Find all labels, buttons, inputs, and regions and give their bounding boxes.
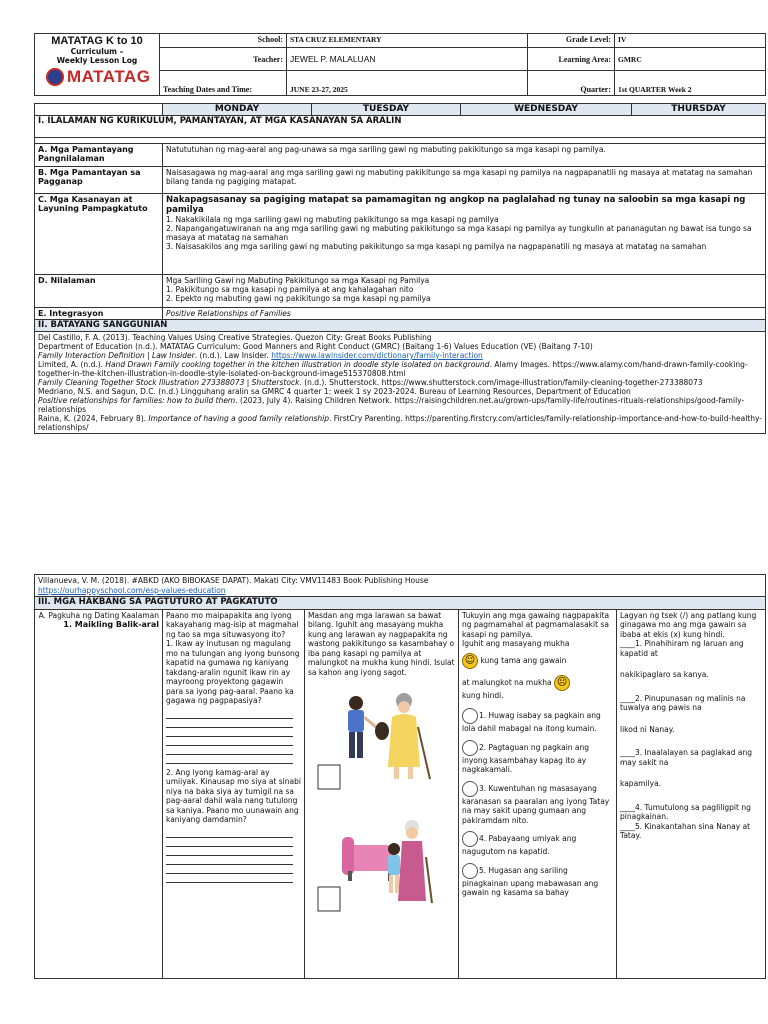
sad-face-icon: ☹ — [554, 675, 570, 691]
page-2-refs — [35, 575, 766, 597]
wednesday-happy-row — [462, 653, 613, 669]
deped-seal-icon — [46, 68, 64, 86]
ref-7 — [38, 396, 762, 414]
child-helping-grandma-illustration — [348, 693, 430, 779]
row-c-label: C. Mga Kasanayan at Layuning Pampagkatuto — [35, 194, 163, 275]
row-d-content — [163, 275, 766, 308]
day-tuesday: TUESDAY — [312, 104, 461, 116]
wednesday-activity — [459, 609, 617, 978]
thursday-item-1[interactable]: ____1. Pinahihiram ng laruan ang kapatid at — [620, 639, 744, 658]
monday-q2: 2. Ang iyong kamag-aral ay umiiyak. Kinausap mo siya at sinabi niya na baka siya ay tumigil na sa pag-aaral dahil wala nang tutulong sa kaniya. Paano mo uunawain ang kaniyang damdamin? — [166, 767, 301, 824]
school-value: STA CRUZ ELEMENTARY — [287, 34, 528, 48]
wednesday-instr-1: Iguhit ang masayang mukha — [462, 639, 570, 648]
wednesday-instr-4: kung hindi. — [462, 690, 504, 700]
wednesday-item-4-text: 4. Pabayaang umiyak ang nagugutom na kapatid. — [462, 834, 577, 856]
step-a-label: A. Pagkuha ng Dating Kaalaman — [38, 610, 159, 620]
brand-sub2: Weekly Lesson Log — [56, 56, 138, 65]
ref-5-title: Family Cleaning Together Stock Illustration 273388073 | Shutterstock — [38, 378, 300, 387]
area-label: Learning Area: — [528, 48, 615, 71]
area-value: GMRC — [615, 48, 766, 71]
thursday-item-5[interactable]: ____5. Kinakantahan sina Nanay at Tatay. — [620, 821, 751, 840]
ref-6: Medriano, N.S. and Sagun, D.C. (n.d.) Lingguhang aralin sa GMRC 4 quarter 1: week 1 sy 2023-2024. Bureau of Learning Resources, Department of Education — [38, 387, 631, 396]
monday-answer-lines-2[interactable] — [166, 829, 301, 883]
row-b-label: B. Mga Pamantayan sa Pagganap — [35, 167, 163, 194]
wednesday-instr-2: kung tama ang gawain — [480, 655, 567, 665]
dates-value: JUNE 23-27, 2025 — [287, 71, 528, 96]
ref-8-author: Raina, K. (2024, February 8). — [38, 414, 149, 423]
ref-4-title: Hand Drawn Family cooking together in the kitchen illustration in doodle style isolated on background — [105, 360, 490, 369]
ref-4 — [38, 360, 762, 378]
section-3-heading: III. MGA HAKBANG SA PAGTUTURO AT PAGKATUTO — [35, 597, 766, 610]
thursday-intro: Lagyan ng tsek (/) ang patlang kung ginagawa mo ang mga gawain sa ibaba at ekis (x) kung hindi. — [620, 610, 757, 639]
row-c-item-1: 1. Nakakikilala ng mga sariling gawi ng mabuting pakikitungo sa mga kasapi ng pamilya — [166, 215, 499, 224]
wednesday-item-5 — [462, 863, 613, 898]
step-b-label: 1. Maikling Balik-aral — [63, 620, 159, 629]
wednesday-sad-row — [462, 675, 613, 691]
school-label: School: — [160, 34, 287, 48]
answer-box-1 — [318, 765, 340, 789]
happy-face-icon: ☺ — [462, 653, 478, 669]
curriculum-table — [34, 103, 766, 434]
brand-cell — [35, 34, 160, 96]
wednesday-item-4 — [462, 831, 613, 857]
thursday-item-4[interactable]: ____4. Tumutulong sa pagliligpit ng pinagkainan. — [620, 802, 751, 821]
thursday-item-3-cont: kapamilya. — [620, 779, 662, 788]
day-monday: MONDAY — [163, 104, 312, 116]
row-d-item-2: 2. Epekto ng mabuting gawi ng pakikitungo sa mga kasapi ng pamilya — [166, 294, 431, 303]
ref-7-title: Positive relationships for families: how to build them — [38, 396, 236, 405]
answer-circle-icon[interactable] — [462, 781, 478, 797]
tuesday-instructions: Masdan ang mga larawan sa bawat bilang. Iguhit ang masayang mukha kung ang larawan ay nagpapakita ng wastong pakikitungo sa kasambahay o iba pang kasapi ng pamilya at malungkot na mukha kung hindi. Isulat sa kahon ang iyong sagot. — [308, 610, 455, 677]
header-table — [34, 33, 766, 96]
row-d-title: Mga Sariling Gawi ng Mabuting Pakikitungo sa mga Kasapi ng Pamilya — [166, 276, 430, 285]
row-c-bold: Nakapagsasanay sa pagiging matapat sa pamamagitan ng angkop na paglalahad ng tunay na saloobin sa mga kasapi ng pamilya — [166, 195, 746, 215]
ref-2: Department of Education (n.d.). MATATAG Curriculum: Good Manners and Right Conduct (GMRC) (Baitang 1-6) Values Education (VE) (Baitang 7-10) — [38, 342, 593, 351]
ref-8 — [38, 414, 762, 432]
wednesday-intro: Tukuyin ang mga gawaing nagpapakita ng pagmamahal at pagmamalasakit sa kasapi ng pamilya. — [462, 610, 610, 639]
thursday-item-1-cont: nakikipaglaro sa kanya. — [620, 670, 709, 679]
wednesday-instr-3: at malungkot na mukha — [462, 677, 552, 687]
section-1-heading: I. ILALAMAN NG KURIKULUM, PAMANTAYAN, AT MGA KASANAYAN SA ARALIN — [35, 116, 766, 138]
ref-3-source: . (n.d.). Law Insider. — [194, 351, 272, 360]
blank-corner — [35, 104, 163, 116]
answer-circle-icon[interactable] — [462, 708, 478, 724]
quarter-label: Quarter: — [528, 71, 615, 96]
thursday-item-2-cont: likod ni Nanay. — [620, 724, 675, 734]
tuesday-activity — [305, 609, 459, 978]
teacher-label: Teacher: — [160, 48, 287, 71]
row-e-label: E. Integrasyon — [35, 308, 163, 320]
grade-label: Grade Level: — [528, 34, 615, 48]
thursday-item-2[interactable]: ____2. Pinupunasan ng malinis na tuwalya ang pawis na — [620, 693, 746, 712]
row-c-item-3: 3. Naisasakilos ang mga sariling gawi ng mabuting pakikitungo sa mga kasapi ng pamilya na nagpapanatili ng masaya at matatag na samahan — [166, 242, 707, 251]
wednesday-item-3 — [462, 781, 613, 826]
matatag-logo — [38, 67, 156, 87]
thursday-activity — [617, 609, 766, 978]
quarter-value: 1st QUARTER Week 2 — [615, 71, 766, 96]
wednesday-item-1 — [462, 708, 613, 734]
grandparent-chair-illustration — [342, 820, 432, 903]
ref-5 — [38, 378, 762, 387]
brand-title: MATATAG K to 10 — [51, 35, 143, 47]
ref-8-source: . FirstCry Parenting. https://parenting.firstcry.com/articles/family-relationship-importance-and-how-to-build-healthy-relationships/ — [38, 414, 762, 432]
monday-answer-lines-1[interactable] — [166, 710, 301, 764]
ref-5-source: . (n.d.). Shutterstock. https://www.shutterstock.com/image-illustration/family-cleaning-together-273388073 — [299, 378, 703, 387]
ref-7-source: . (2023, July 4). Raising Children Network. https://raisingchildren.net.au/grown-ups/family-life/routines-rituals-relationships/good-family-relationships — [38, 396, 745, 414]
grade-value: IV — [615, 34, 766, 48]
ref-3-link[interactable]: https://www.lawinsider.com/dictionary/family-interaction — [271, 351, 483, 360]
brand-sub1: Curriculum – — [70, 47, 124, 56]
wednesday-item-1-text: 1. Huwag isabay sa pagkain ang lola dahil mabagal na itong kumain. — [462, 711, 601, 733]
ref-4-author: Limited, A. (n.d.). — [38, 360, 106, 369]
row-c-item-2: 2. Napangangatuwiranan na ang mga sariling gawi ng mabuting pakikitungo sa mga kasapi ng pamilya ay tungkulin at pananagutan ng bawat isa tungo sa masaya at matatag na samahan — [166, 224, 752, 242]
ref-8-title: Importance of having a good family relationship — [148, 414, 329, 423]
wednesday-item-2-text: 2. Pagtaguan ng pagkain ang inyong kasambahay kapag ito ay nagkakamali. — [462, 742, 590, 774]
monday-intro: Paano mo maipapakita ang iyong kakayahang mag-isip at magmahal ng tao sa mga situwasyong ito? — [166, 610, 299, 639]
answer-circle-icon[interactable] — [462, 831, 478, 847]
monday-activity — [163, 609, 305, 978]
row-c-content — [163, 194, 766, 275]
logo-word: MATATAG — [67, 67, 151, 86]
row-a-label: A. Mga Pamantayang Pangnilalaman — [35, 144, 163, 167]
answer-circle-icon[interactable] — [462, 863, 478, 879]
monday-q1: 1. Ikaw ay inutusan ng magulang mo na tulungan ang iyong bunsong kapatid na gumawa ng kaniyang takdang-aralin ngunit ikaw rin ay mayroong proyektong gagawin para sa iyong pag-aaral. Paano ka gagawa ng pagpapasiya? — [166, 639, 300, 705]
thursday-item-3[interactable]: ____3. Inaalalayan sa paglakad ang may sakit na — [620, 748, 752, 767]
day-thursday: THURSDAY — [632, 104, 766, 116]
answer-box-2 — [318, 887, 340, 911]
page-2-table — [34, 574, 766, 979]
row-d-label: D. Nilalaman — [35, 275, 163, 308]
row-e-text: Positive Relationships of Families — [163, 308, 766, 320]
step-label-cell — [35, 609, 163, 978]
day-wednesday: WEDNESDAY — [461, 104, 632, 116]
row-a-text: Natututuhan ng mag-aaral ang pag-unawa sa mga sariling gawi ng mabuting pakikitungo sa mga kasapi ng pamilya. — [163, 144, 766, 167]
references-cell — [35, 332, 766, 434]
teacher-value: JEWEL P. MALALUAN — [287, 48, 528, 71]
dates-label: Teaching Dates and Time: — [160, 71, 287, 96]
row-d-item-1: 1. Pakikitungo sa mga kasapi ng pamilya at ang kahalagahan nito — [166, 285, 414, 294]
wednesday-item-3-text: 3. Kuwentuhan ng masasayang karanasan sa paaralan ang iyong Tatay na may sakit upang gumaan ang pakiramdam nito. — [462, 783, 610, 825]
ref-4-source: . Alamy Images. https://www.alamy.com/hand-drawn-family-cooking-together-in-the-kitchen-illustration-in-doodle-style-isolated-on-background-image515370808.html — [38, 360, 748, 378]
row-b-text: Naisasagawa ng mag-aaral ang mga sariling gawi ng mabuting pakikitungo sa mga kasapi ng pamilya na nagpapanatili ng masaya at matatag na samahan bilang tanda ng pagiging matapat. — [163, 167, 766, 194]
ref-1: Del Castillo, F. A. (2013). Teaching Values Using Creative Strategies. Quezon City: Great Books Publishing — [38, 333, 432, 342]
ref-3-title: Family Interaction Definition | Law Insider — [38, 351, 195, 360]
wednesday-item-2 — [462, 740, 613, 775]
section-2-heading: II. BATAYANG SANGGUNIAN — [35, 320, 766, 332]
ref-villanueva: Villanueva, V. M. (2018). #ABKD (AKO BIBOKASE DAPAT). Makati City: VMV11483 Book Publishing House — [38, 576, 429, 585]
ref-happyschool-link[interactable]: https://ourhappyschool.com/esp-values-education — [38, 585, 226, 595]
answer-circle-icon[interactable] — [462, 740, 478, 756]
tuesday-pictures — [308, 687, 455, 947]
ref-3 — [38, 351, 762, 360]
wednesday-item-5-text: 5. Hugasan ang sariling pinagkainan upang mabawasan ang gawain ng kasama sa bahay — [462, 865, 599, 897]
family-illustrations — [308, 687, 448, 947]
